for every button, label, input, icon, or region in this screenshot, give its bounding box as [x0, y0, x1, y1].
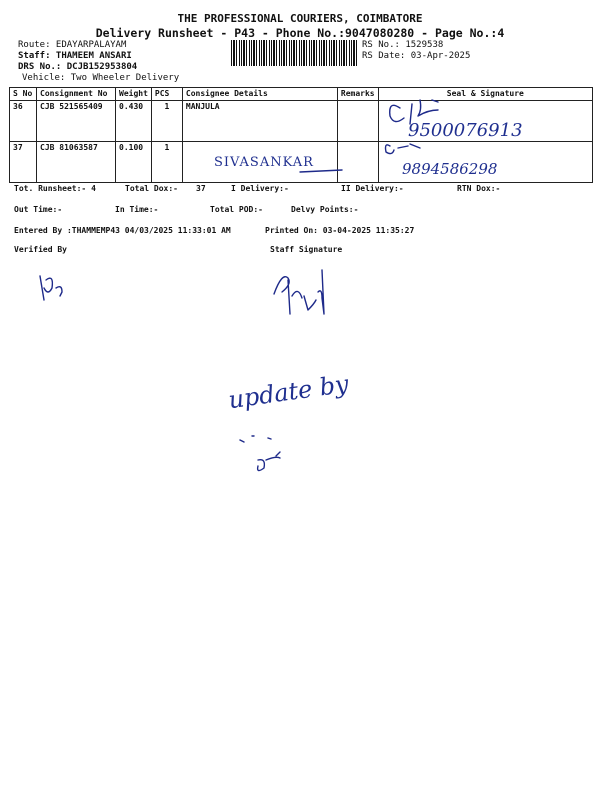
verified-by-label: Verified By: [14, 245, 67, 254]
company-title: THE PROFESSIONAL COURIERS, COIMBATORE: [177, 12, 423, 25]
col-signature: Seal & Signature: [378, 88, 592, 101]
rs-number: RS No.: 1529538: [362, 40, 444, 50]
staff-label: Staff: THAMEEM ANSARI: [18, 51, 132, 61]
col-pcs: PCS: [151, 88, 182, 101]
handwritten-phone-2: 9894586298: [402, 160, 498, 178]
staff-signature-label: Staff Signature: [270, 245, 343, 254]
cell-weight: 0.100: [116, 142, 152, 183]
runsheet-subtitle: Delivery Runsheet - P43 - Phone No.:9047080280 - Page No.:4: [95, 26, 505, 40]
ii-delivery: II Delivery:-: [341, 184, 404, 193]
rs-date: RS Date: 03-Apr-2025: [362, 51, 471, 61]
cell-sno: 37: [10, 142, 37, 183]
total-runsheet: Tot. Runsheet:- 4: [14, 184, 96, 193]
total-dox-label: Total Dox:-: [125, 184, 178, 193]
handwritten-note: update by: [226, 369, 351, 415]
delivery-points: Delvy Points:-: [291, 205, 359, 214]
drs-label: DRS No.: DCJB152953804: [18, 62, 138, 72]
col-consignee: Consignee Details: [182, 88, 337, 101]
cell-pcs: 1: [151, 101, 182, 142]
cell-weight: 0.430: [116, 101, 152, 142]
rtn-dox: RTN Dox:-: [457, 184, 501, 193]
col-sno: S No: [10, 88, 37, 101]
cell-consignment: CJB 81063587: [37, 142, 116, 183]
col-remarks: Remarks: [337, 88, 378, 101]
col-weight: Weight: [116, 88, 152, 101]
vehicle-label: Vehicle: Two Wheeler Delivery: [22, 73, 180, 83]
entered-by: Entered By :THAMMEMP43 04/03/2025 11:33:01 AM: [14, 226, 231, 235]
i-delivery: I Delivery:-: [231, 184, 289, 193]
cell-consignee: MANJULA: [182, 101, 337, 142]
printed-on: Printed On: 03-04-2025 11:35:27: [265, 226, 415, 235]
col-consignment: Consignment No: [37, 88, 116, 101]
total-pod: Total POD:-: [210, 205, 263, 214]
total-dox-value: 37: [196, 184, 206, 193]
handwritten-phone-1: 9500076913: [408, 120, 523, 141]
handwritten-consignee-2: SIVASANKAR: [214, 155, 314, 170]
in-time: In Time:-: [115, 205, 159, 214]
cell-consignment: CJB 521565409: [37, 101, 116, 142]
out-time: Out Time:-: [14, 205, 63, 214]
cell-pcs: 1: [151, 142, 182, 183]
route-label: Route: EDAYARPALAYAM: [18, 40, 127, 50]
cell-sno: 36: [10, 101, 37, 142]
